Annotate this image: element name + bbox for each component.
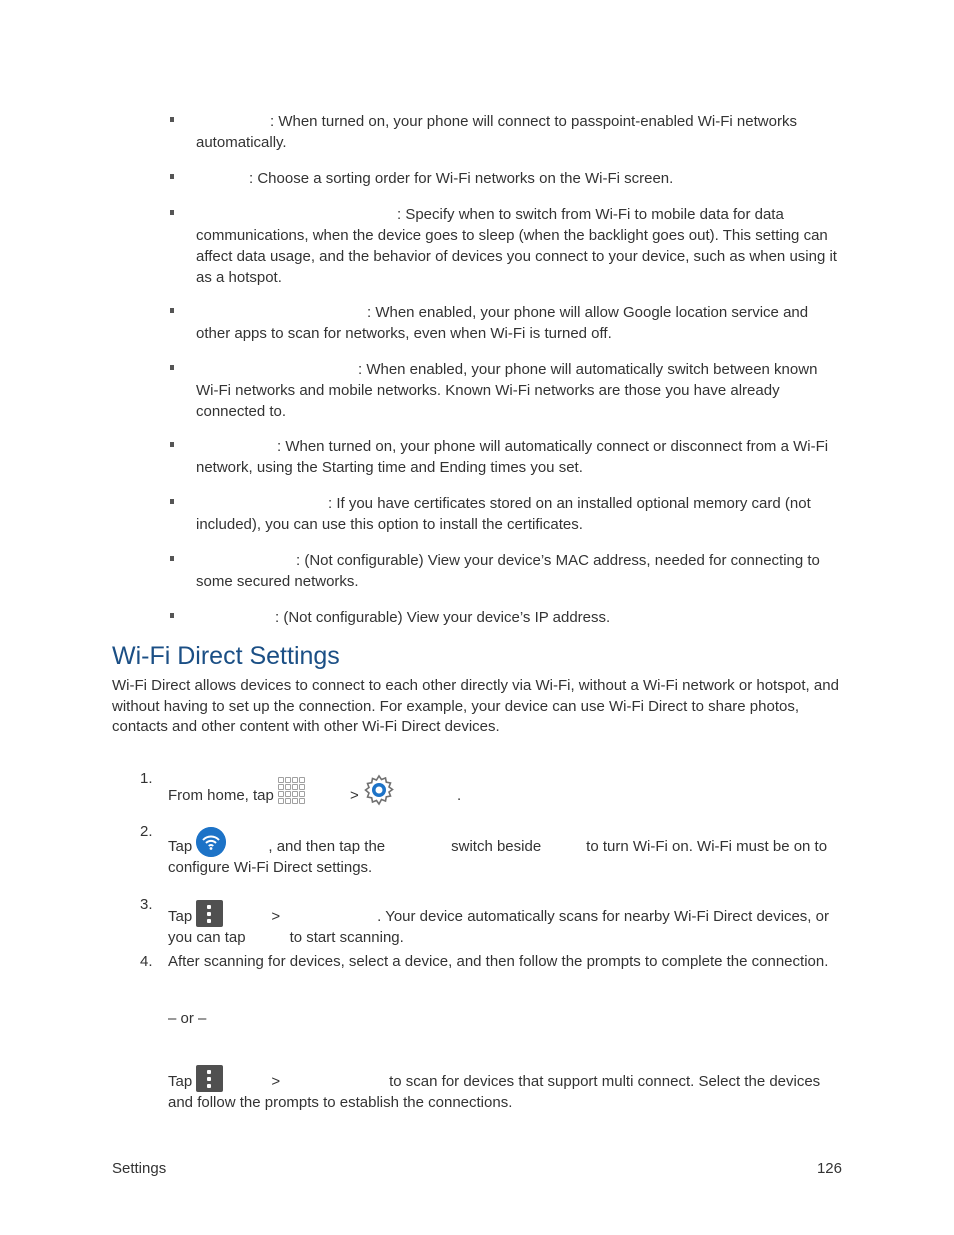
bullet-always-allow-scanning: : When enabled, your phone will allow Google location service and other apps to scan for networks, even when Wi-Fi is turned off.: [196, 302, 844, 344]
apps-grid-icon: [278, 777, 306, 807]
bullet-ip-address: : (Not configurable) View your device’s IP address.: [196, 607, 844, 628]
settings-gear-icon: [363, 774, 395, 806]
page-number: 126: [816, 1160, 842, 1177]
section-heading: Wi-Fi Direct Settings: [112, 642, 340, 670]
or-separator: – or –: [168, 1010, 207, 1027]
step-1: 1. From home, tap > .: [168, 768, 848, 806]
bullet-marker: [170, 308, 174, 313]
bullet-mac-address: : (Not configurable) View your device’s MAC address, needed for connecting to some secured networks.: [196, 550, 844, 592]
bullet-smart-network-switch: : When enabled, your phone will automatically switch between known Wi-Fi networks and mobile networks. Known Wi-Fi networks are those you have already connected to.: [196, 359, 844, 422]
more-options-icon: [196, 900, 223, 927]
bullet-marker: [170, 117, 174, 122]
bullet-marker: [170, 210, 174, 215]
step-4: 4. After scanning for devices, select a device, and then follow the prompts to complete the connection.: [140, 953, 829, 970]
bullet-marker: [170, 365, 174, 370]
bullet-marker: [170, 442, 174, 447]
bullet-marker: [170, 556, 174, 561]
bullet-sort-by: : Choose a sorting order for Wi-Fi networks on the Wi-Fi screen.: [196, 168, 844, 189]
bullet-wifi-timer: : When turned on, your phone will automatically connect or disconnect from a Wi-Fi network, using the Starting time and Ending times you set.: [196, 436, 844, 478]
bullet-keep-wifi-on: : Specify when to switch from Wi-Fi to mobile data for data communications, when the device goes to sleep (when the backlight goes out). This setting can affect data usage, and the behavior of devices you connect to your device, such as when using it as a hotspot.: [196, 204, 844, 288]
bullet-install-certificates: : If you have certificates stored on an installed optional memory card (not included), you can use this option to install the certificates.: [196, 493, 844, 535]
step-4-alternative: Tap > to scan for devices that support multi connect. Select the devices and follow the prompts to establish the connections.: [168, 1059, 848, 1113]
bullet-passpoint: : When turned on, your phone will connect to passpoint-enabled Wi-Fi networks automatically.: [196, 111, 844, 153]
footer-section: Settings: [112, 1160, 167, 1177]
more-options-icon: [196, 1065, 223, 1092]
step-3: 3. Tap > . Your device automatically scans for nearby Wi-Fi Direct devices, or you can tap to start scanning.: [140, 896, 829, 946]
bullet-marker: [170, 499, 174, 504]
step-2: 2. Tap , and then tap the switch beside to turn Wi-Fi on. Wi-Fi must be on to configure Wi-Fi Direct settings.: [140, 823, 828, 876]
wifi-icon: [196, 827, 226, 857]
section-intro: Wi-Fi Direct allows devices to connect to each other directly via Wi-Fi, without a Wi-Fi network or hotspot, and without having to set up the connection. For example, your device can use Wi-Fi Direct to share photos, contacts and other content with other Wi-Fi Direct devices.: [112, 677, 839, 735]
bullet-marker: [170, 174, 174, 179]
bullet-marker: [170, 613, 174, 618]
